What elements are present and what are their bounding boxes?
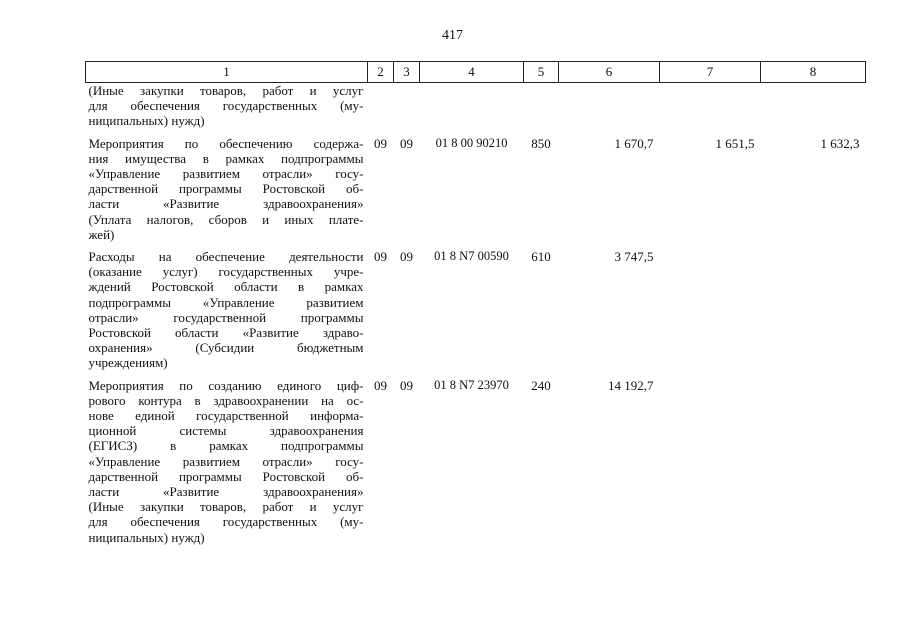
cell-value-6 xyxy=(559,83,660,136)
description-line: (Иные закупки товаров, работ и услуг xyxy=(88,499,364,515)
cell-value-8 xyxy=(761,83,866,136)
table-header-row xyxy=(86,62,866,83)
column-header-3: 3 xyxy=(394,62,420,83)
description-line: дарственной программы Ростовской об- xyxy=(88,181,364,197)
cell-subsection xyxy=(394,83,420,136)
description-line: «Управление развитием отрасли» госу- xyxy=(88,166,364,182)
column-header-2: 2 xyxy=(368,62,394,83)
cell-target-article: 01 8 N7 23970 xyxy=(434,377,509,392)
description-line: (оказание услуг) государственных учре- xyxy=(88,264,364,280)
description-line: Ростовской области «Развитие здраво- xyxy=(88,325,364,341)
description-line: «Управление развитием отрасли» госу- xyxy=(88,453,364,469)
cell-description xyxy=(86,136,368,249)
description-line: ниципальных) нужд) xyxy=(88,529,205,545)
cell-section xyxy=(368,83,394,136)
cell-value-7 xyxy=(660,83,761,136)
table-row xyxy=(86,136,866,249)
description-line: (Уплата налогов, сборов и иных плате- xyxy=(88,211,364,227)
cell-description xyxy=(86,378,368,552)
cell-value-6: 3 747,5 xyxy=(614,249,654,265)
cell-expense-type: 610 xyxy=(531,249,551,265)
cell-value-8: 1 632,3 xyxy=(820,135,860,151)
description-line: подпрограммы «Управление развитием xyxy=(88,294,364,310)
cell-value-8 xyxy=(761,378,866,552)
cell-value-8 xyxy=(761,249,866,378)
description-line: (ЕГИСЗ) в рамках подпрограммы xyxy=(88,438,364,454)
cell-value-7 xyxy=(660,249,761,378)
page-number: 417 xyxy=(442,28,463,43)
column-header-7: 7 xyxy=(660,62,761,83)
description-line: ласти «Развитие здравоохранения» xyxy=(88,196,364,212)
cell-section: 09 xyxy=(374,377,387,393)
cell-value-7 xyxy=(660,378,761,552)
cell-target-article: 01 8 00 90210 xyxy=(435,135,508,150)
cell-value-6: 14 192,7 xyxy=(608,377,654,393)
cell-subsection: 09 xyxy=(400,249,413,265)
cell-section: 09 xyxy=(374,249,387,265)
description-line: жей) xyxy=(88,226,115,242)
cell-subsection: 09 xyxy=(400,135,413,151)
table-row xyxy=(86,249,866,378)
description-line: ниципальных) нужд) xyxy=(88,113,205,129)
table-row xyxy=(86,83,866,136)
description-line: рового контура в здравоохранении на ос- xyxy=(88,392,364,408)
description-line: ния имущества в рамках подпрограммы xyxy=(88,150,364,166)
table-row xyxy=(86,378,866,552)
description-line: Расходы на обеспечение деятельности xyxy=(88,249,364,265)
description-line: Мероприятия по созданию единого циф- xyxy=(88,377,364,393)
description-line: ционной системы здравоохранения xyxy=(88,423,364,439)
cell-description xyxy=(86,249,368,378)
description-line: учреждениям) xyxy=(88,355,168,371)
description-line: для обеспечения государственных (му- xyxy=(88,98,364,114)
budget-table xyxy=(85,61,866,552)
column-header-1: 1 xyxy=(86,62,368,83)
cell-target-article xyxy=(420,83,524,136)
cell-section: 09 xyxy=(374,135,387,151)
column-header-5: 5 xyxy=(524,62,559,83)
cell-expense-type: 850 xyxy=(531,135,551,151)
description-line: (Иные закупки товаров, работ и услуг xyxy=(88,83,364,98)
description-line: ждений Ростовской области в рамках xyxy=(88,279,364,295)
description-line: дарственной программы Ростовской об- xyxy=(88,468,364,484)
description-line: отрасли» государственной программы xyxy=(88,309,364,325)
description-line: охранения» (Субсидии бюджетным xyxy=(88,340,364,356)
description-line: ласти «Развитие здравоохранения» xyxy=(88,484,364,500)
cell-expense-type: 240 xyxy=(531,377,551,393)
description-line: для обеспечения государственных (му- xyxy=(88,514,364,530)
cell-subsection: 09 xyxy=(400,377,413,393)
cell-description xyxy=(86,83,368,136)
column-header-4: 4 xyxy=(420,62,524,83)
table-body xyxy=(86,83,866,552)
description-line: Мероприятия по обеспечению содержа- xyxy=(88,135,364,151)
cell-value-6: 1 670,7 xyxy=(614,135,654,151)
description-line: нове единой государственной информа- xyxy=(88,408,364,424)
column-header-6: 6 xyxy=(559,62,660,83)
cell-value-7: 1 651,5 xyxy=(715,135,755,151)
column-header-8: 8 xyxy=(761,62,866,83)
cell-target-article: 01 8 N7 00590 xyxy=(434,249,509,264)
cell-expense-type xyxy=(524,83,559,136)
